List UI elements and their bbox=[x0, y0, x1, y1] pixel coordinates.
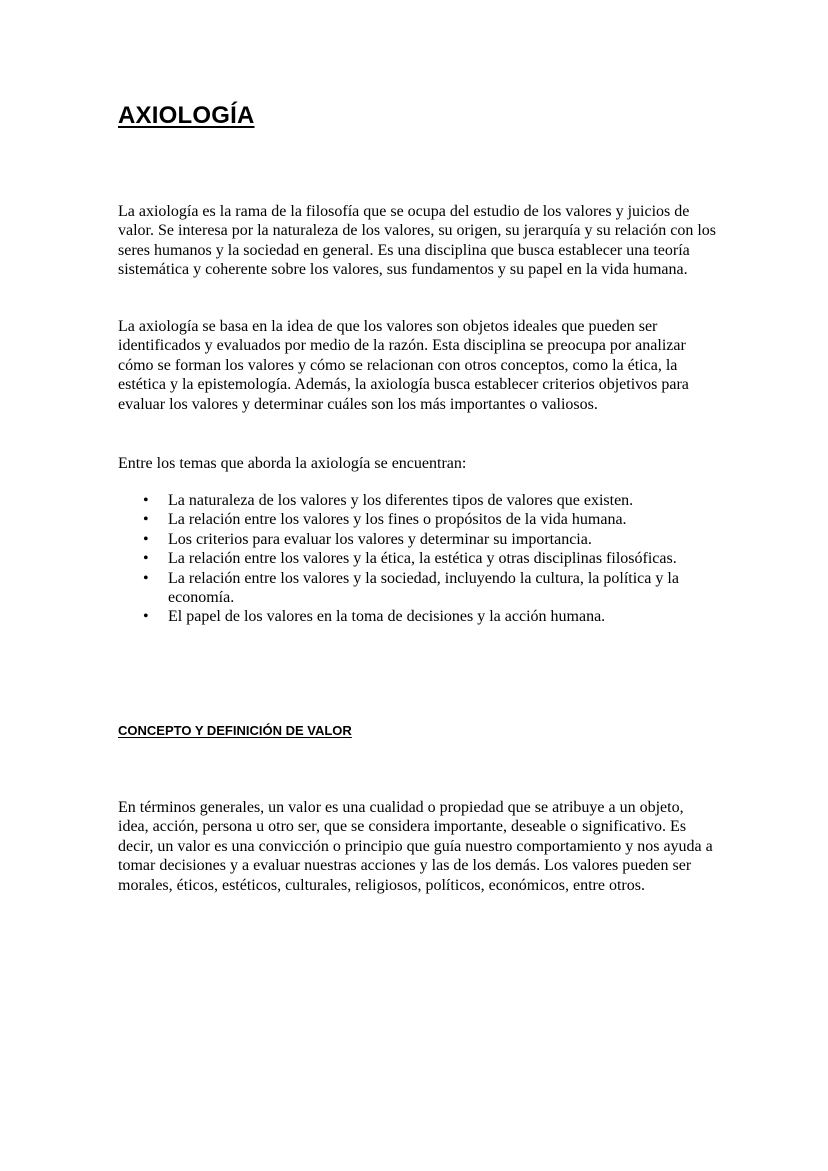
list-item bbox=[118, 530, 718, 549]
intro-paragraph: La axiología es la rama de la filosofía que se ocupa del estudio de los valores y juicios de valor. Se interesa por la naturaleza de los valores, su origen, su jerarquía y su relación con los seres humanos y la sociedad en general. Es una disciplina que busca establecer una teoría sistemática y coherente sobre los valores, sus fundamentos y su papel en la vida humana. bbox=[118, 203, 717, 279]
bullet-icon: • bbox=[143, 492, 149, 509]
basis-paragraph: La axiología se basa en la idea de que los valores son objetos ideales que pueden ser identificados y evaluados por medio de la razón. Esta disciplina se preocupa por analizar cómo se forman los valores y cómo se relacionan con otros conceptos, como la ética, la estética y la epistemología. Además, la axiología busca establecer criterios objetivos para evaluar los valores y determinar cuáles son los más importantes o valiosos. bbox=[118, 318, 689, 413]
bullet-icon: • bbox=[143, 608, 149, 626]
bullet-icon: • bbox=[143, 530, 149, 548]
section-title: CONCEPTO Y DEFINICIÓN DE VALOR bbox=[118, 723, 352, 738]
list-item bbox=[118, 569, 718, 608]
list-item-text: La relación entre los valores y la ética, la estética y otras disciplinas filosóficas. bbox=[168, 550, 677, 568]
list-item-text: La relación entre los valores y los fines o propósitos de la vida humana. bbox=[168, 511, 627, 529]
definition-paragraph: En términos generales, un valor es una cualidad o propiedad que se atribuye a un objeto, idea, acción, persona u otro ser, que se considera importante, deseable o significativo. Es decir, un valor es una convicción o principio que guía nuestro comportamiento y nos ayuda a tomar decisiones y a evaluar nuestras acciones y las de los demás. Los valores pueden ser morales, éticos, estéticos, culturales, religiosos, políticos, económicos, entre otros. bbox=[118, 799, 713, 894]
list-item-text: La naturaleza de los valores y los diferentes tipos de valores que existen. bbox=[168, 492, 634, 509]
list-item bbox=[118, 549, 718, 568]
bullet-icon: • bbox=[143, 550, 149, 568]
topics-intro-paragraph: Entre los temas que aborda la axiología se encuentran: bbox=[118, 455, 467, 472]
list-item-text: Los criterios para evaluar los valores y determinar su importancia. bbox=[168, 530, 592, 548]
list-item-text: El papel de los valores en la toma de decisiones y la acción humana. bbox=[168, 608, 606, 626]
list-item-text: La relación entre los valores y la sociedad, incluyendo la cultura, la política y la economía. bbox=[168, 569, 679, 607]
topics-list bbox=[118, 491, 718, 627]
bullet-icon: • bbox=[143, 511, 149, 529]
bullet-icon: • bbox=[143, 569, 149, 587]
list-item bbox=[118, 510, 718, 529]
page-title: AXIOLOGÍA bbox=[118, 102, 255, 129]
list-item bbox=[118, 491, 718, 510]
list-item bbox=[118, 607, 718, 626]
